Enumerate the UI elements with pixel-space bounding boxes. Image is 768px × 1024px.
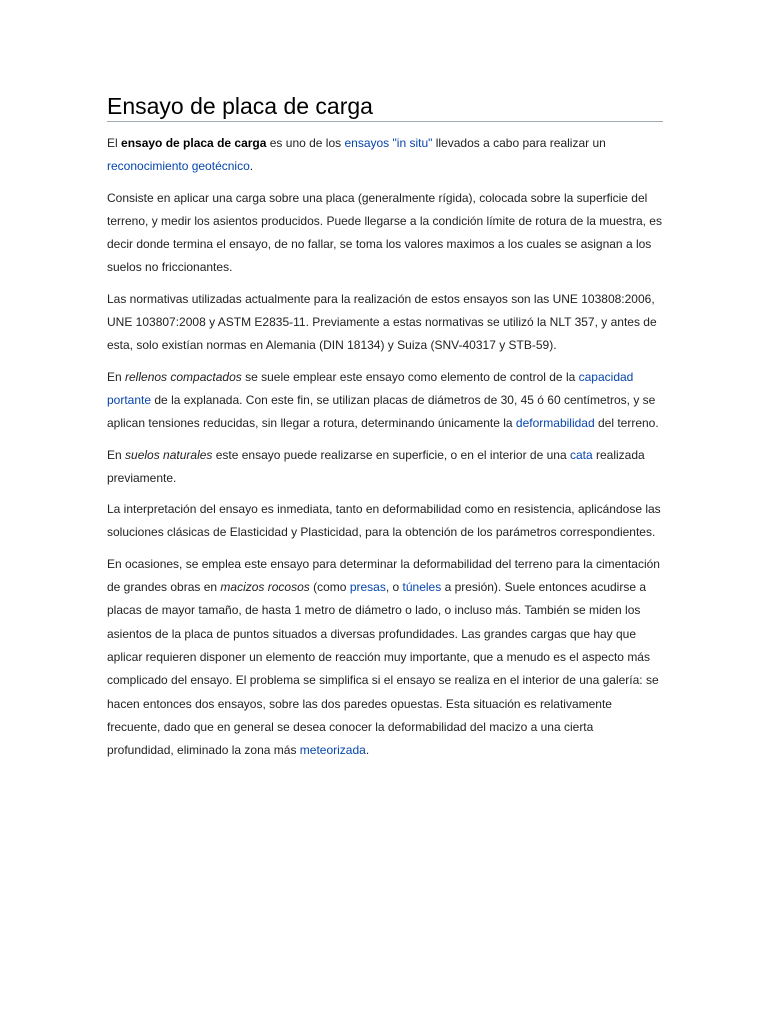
link-deformabilidad[interactable]: deformabilidad [515,416,595,431]
paragraph-description: Consiste en aplicar una carga sobre una placa (generalmente rígida), colocada sobre la superficie del terreno, y medir los asientos producidos. Puede llegarse a la condición límite de rotura de la muestra, es decir donde termina el ensayo, de no fallar, se toma los valores maximos a los cuales se asignan a los suelos no friccionantes. [107,190,662,275]
text-run: En ocasiones, se emplea este ensayo para determinar la deformabilidad del terreno para la cimentación de grandes obras en [107,556,660,595]
text-run: El [107,136,122,150]
text-run: a presión). Suele entonces acudirse a placas de mayor tamaño, de hasta 1 metro de diámetro o lado, o incluso más. También se miden los asientos de la placa de puntos situados a diversas profundidades. Las grandes cargas que hay que aplicar requieren disponer un elemento de reacción muy importante, que a menudo es el aspecto más complicado del ensayo. El problema se simplifica si el ensayo se realiza en el interior de una galería: se hacen entonces dos ensayos, sobre las dos paredes opuestas. Esta situación es relativamente frecuente, dado que en general se desea conocer la deformabilidad del macizo a una cierta profundidad, eliminado la zona más [107,580,659,758]
bold-term: ensayo de placa de carga [121,136,267,150]
paragraph-intro [107,132,663,179]
text-run: realizada previamente. [107,447,645,485]
text-run: En [107,369,126,384]
text-run: este ensayo puede realizarse en superficie, o en el interior de una [212,447,570,462]
link-capacidad-portante[interactable]: capacidad portante [107,369,634,407]
page-title: Ensayo de placa de carga [107,92,663,122]
link-tuneles[interactable]: túneles [402,580,442,595]
text-run: . [365,743,370,758]
text-run: del terreno. [594,416,659,431]
link-cata[interactable]: cata [569,447,593,462]
text-run: (como [309,580,350,595]
paragraph-normativas: Las normativas utilizadas actualmente para la realización de estos ensayos son las UNE 103808:2006, UNE 103807:2008 y ASTM E2835-11. Previamente a estas normativas se utilizó la NLT 357, y antes de esta, solo existían normas en Alemania (DIN 18134) y Suiza (SNV-40317 y STB-59). [107,291,657,353]
italic-term: suelos naturales [125,447,213,462]
article-body [107,132,663,770]
italic-term: rellenos compactados [125,369,242,384]
link-meteorizada[interactable]: meteorizada [299,743,366,758]
text-run: se suele emplear este ensayo como elemento de control de la [241,369,579,384]
text-run: , o [385,580,403,595]
link-ensayos-in-situ[interactable]: ensayos "in situ" [344,136,433,150]
paragraph-interpretacion: La interpretación del ensayo es inmediata, tanto en deformabilidad como en resistencia, aplicándose las soluciones clásicas de Elasticidad y Plasticidad, para la obtención de los parámetros correspondientes. [107,502,661,540]
link-reconocimiento-geotecnico[interactable]: reconocimiento geotécnico [107,159,250,174]
link-presas[interactable]: presas [349,580,386,595]
text-run: de la explanada. Con este fin, se utilizan placas de diámetros de 30, 45 ó 60 centímetros, y se aplican tensiones reducidas, sin llegar a rotura, determinando únicamente la [107,392,656,431]
text-run: En [107,447,126,462]
paragraph-rellenos [107,366,663,436]
text-run: es uno de los [266,136,345,150]
italic-term: macizos rocosos [220,580,310,595]
paragraph-suelos [107,444,663,491]
text-run: . [249,159,254,174]
text-run: llevados a cabo para realizar un [432,136,606,150]
paragraph-macizos [107,553,663,763]
